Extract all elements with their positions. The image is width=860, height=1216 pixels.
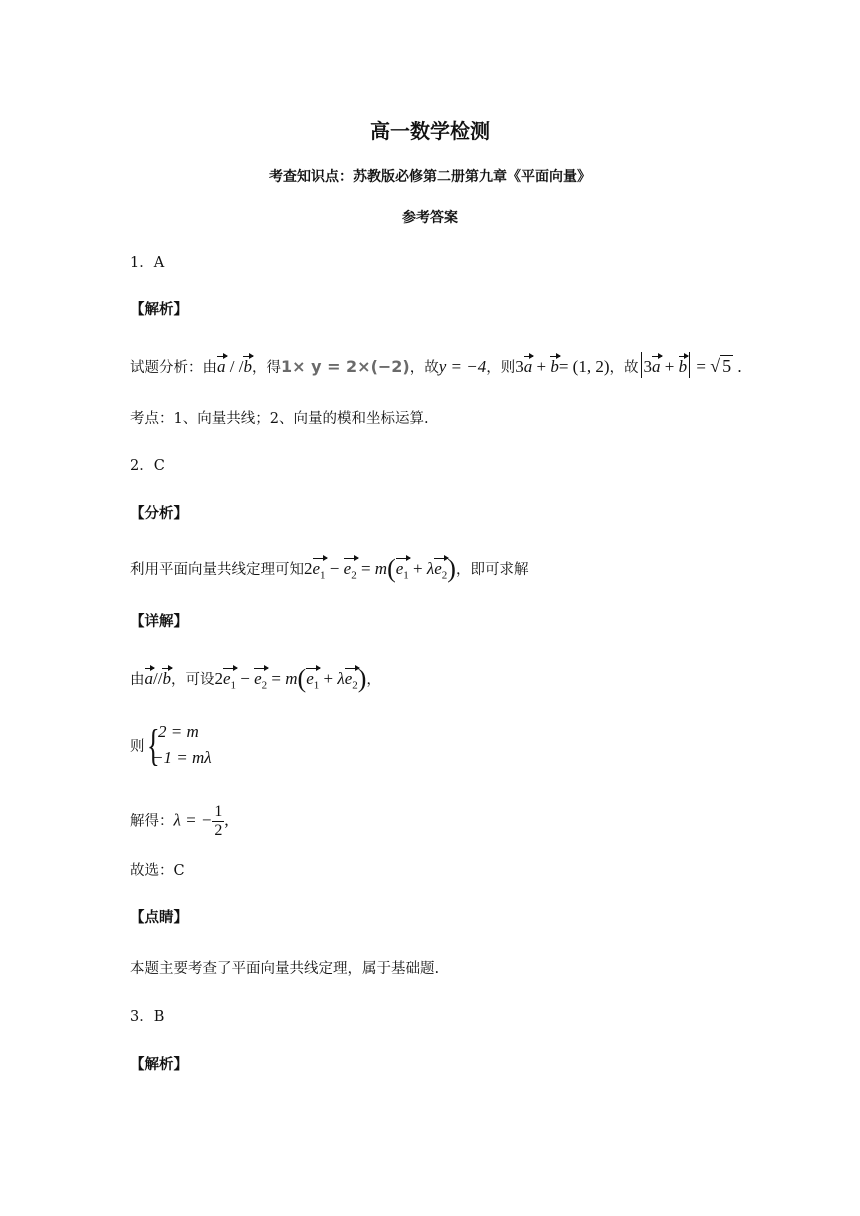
- q2-solution-line: [130, 803, 229, 840]
- vector-e1: $e_1$: [313, 556, 326, 585]
- vector-e2-c: $e_2$: [254, 666, 267, 695]
- q2-kesh: ，可设: [170, 672, 215, 688]
- rparen-2: ): [357, 664, 367, 693]
- vector-e1-d: $e_1$: [306, 666, 319, 695]
- sqrt-radicand: 5: [722, 356, 732, 376]
- page-subtitle: 考查知识点：苏教版必修第二册第九章《平面向量》: [269, 169, 591, 185]
- vector-e2: $e_2$: [344, 556, 357, 585]
- minus-sign: −: [325, 559, 344, 578]
- vector-e2-d: $e_2$: [345, 666, 358, 695]
- q2-fenxi-pre: 利用平面向量共线定理可知: [130, 562, 304, 578]
- vector-a-3: a: [652, 354, 661, 377]
- parallel-symbol: / /: [225, 357, 244, 376]
- q1-de: ，得: [251, 360, 281, 376]
- vector-b-3: b: [679, 354, 688, 377]
- minus-sign-2: −: [236, 669, 255, 688]
- coef-3b: 3: [643, 357, 653, 376]
- fraction-numerator: 1: [214, 803, 223, 820]
- fraction-denominator: 2: [214, 822, 223, 839]
- vector-b-2: b: [550, 354, 559, 377]
- q2-detail-line: [130, 666, 381, 695]
- plus-sign-3: +: [408, 559, 427, 578]
- system-line-1: 2 = m: [158, 722, 199, 741]
- lparen: (: [387, 554, 396, 583]
- var-lambda-2: λ: [337, 669, 345, 688]
- equals-sign: =: [692, 357, 711, 376]
- sqrt-5: √ 5: [710, 356, 732, 376]
- coef-2b: 2: [214, 669, 223, 688]
- q1-eq-y: y = −4: [438, 357, 487, 376]
- q2-fenxi-header: 【分析】: [130, 506, 188, 522]
- var-lambda: λ: [426, 559, 435, 578]
- lparen-2: (: [297, 664, 307, 693]
- vector-e1-c: $e_1$: [223, 666, 236, 695]
- q3-jiexi-header: 【解析】: [130, 1057, 188, 1073]
- q1-analysis-prefix: 试题分析：由: [130, 360, 217, 376]
- q2-comma: ，: [366, 672, 381, 688]
- q1-jiexi-header: 【解析】: [130, 302, 188, 318]
- var-m: m: [374, 559, 388, 578]
- q2-dianjing-header: 【点睛】: [130, 910, 188, 926]
- plus-sign: +: [532, 357, 551, 376]
- vector-e1-b: $e_1$: [396, 556, 409, 585]
- answer-heading: 参考答案: [402, 210, 458, 226]
- q2-ze: 则: [130, 739, 145, 755]
- vector-a-4: a: [145, 666, 154, 689]
- q2-label: 2．C: [130, 458, 165, 474]
- vector-a: a: [217, 354, 226, 377]
- q2-summary: 本题主要考查了平面向量共线定理，属于基础题.: [130, 961, 440, 977]
- comma-3: ,: [224, 810, 229, 830]
- var-m-2: m: [285, 669, 298, 688]
- eq-sign-2: =: [267, 669, 286, 688]
- q1-gu: ，故: [409, 360, 439, 376]
- q1-eq-gray: 1× y = 2×(−2): [280, 357, 410, 376]
- q2-fenxi-post: ，即可求解: [455, 562, 529, 578]
- q2-guxuan: 故选：C: [130, 863, 185, 879]
- rparen: ): [447, 554, 456, 583]
- q1-eq-3ab: = (1, 2): [558, 357, 610, 376]
- q2-jiede: 解得：: [130, 813, 174, 830]
- coef-2: 2: [304, 559, 313, 578]
- q1-analysis-line: [130, 352, 742, 378]
- q1-ze: ，则: [486, 360, 516, 376]
- vector-b-4: b: [162, 666, 171, 689]
- q2-xiangjie-header: 【详解】: [130, 614, 188, 630]
- vector-e2-b: $e_2$: [434, 556, 447, 585]
- abs-left-bar: [641, 352, 642, 378]
- period: .: [733, 357, 742, 376]
- system-line-2: −1 = mλ: [152, 748, 212, 767]
- coef-3: 3: [515, 357, 524, 376]
- plus-sign-4: +: [319, 669, 338, 688]
- system-brace: {: [147, 721, 160, 770]
- q3-label: 3．B: [130, 1009, 165, 1025]
- q2-you: 由: [130, 672, 145, 688]
- fraction-half: [212, 803, 224, 840]
- abs-right-bar: [689, 352, 690, 378]
- parallel-symbol-2: //: [153, 669, 163, 688]
- q2-fenxi-line: [130, 556, 528, 585]
- vector-a-2: a: [524, 354, 533, 377]
- q1-kaodian: 考点：1、向量共线；2、向量的模和坐标运算.: [130, 411, 429, 427]
- vector-b: b: [243, 354, 252, 377]
- eq-sign: =: [356, 559, 375, 578]
- page-title: 高一数学检测: [370, 119, 490, 143]
- q1-label: 1．A: [130, 255, 165, 271]
- lambda-eq: λ = −: [173, 810, 213, 830]
- q1-gu2: ，故: [609, 360, 639, 376]
- plus-sign-2: +: [660, 357, 679, 376]
